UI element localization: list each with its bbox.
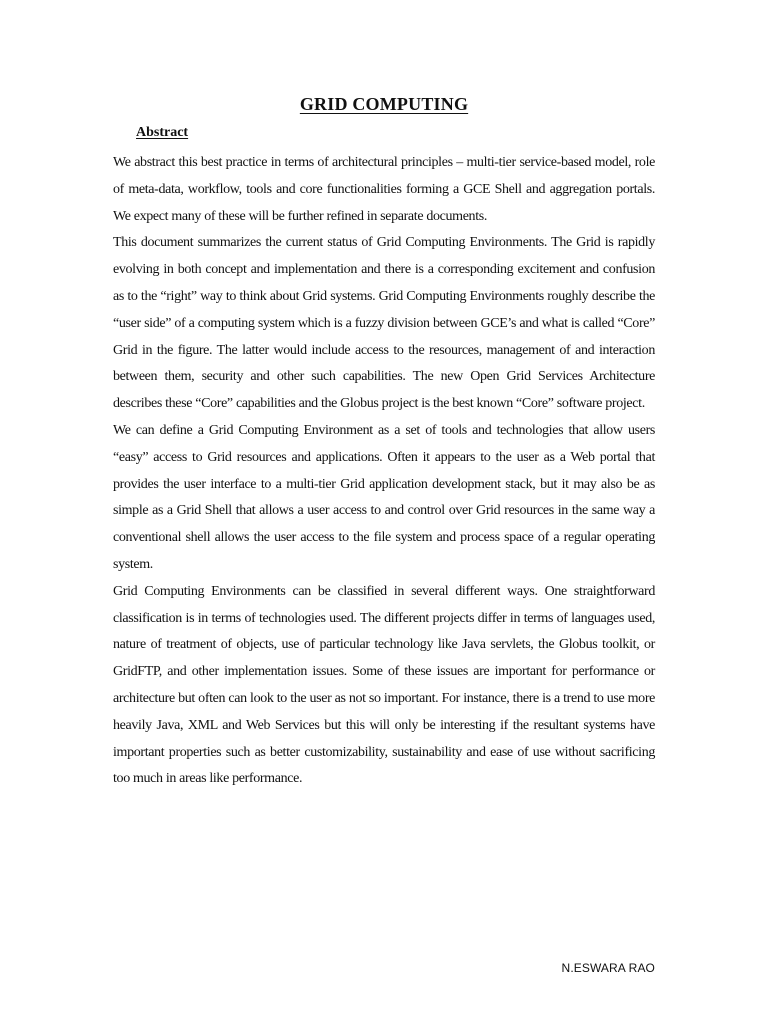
page-title-text: GRID COMPUTING <box>299 94 469 114</box>
paragraph: Grid Computing Environments can be classified in several different ways. One straightforward classification is in terms of technologies used. The different projects differ in terms of languages used, nature of treatment of objects, use of particular technology like Java servlets, the Globus toolkit, or GridFTP, and other implementation issues. Some of these issues are important for performance or architecture but often can look to the user as not so important. For instance, there is a trend to use more heavily Java, XML and Web Services but this will only be interesting if the resultant systems have important properties such as better customizability, sustainability and ease of use without sacrificing too much in areas like performance. <box>113 583 655 787</box>
author-name: N.ESWARA RAO <box>561 961 655 975</box>
page-title <box>0 94 768 115</box>
document-body <box>113 150 655 793</box>
paragraph: This document summarizes the current status of Grid Computing Environments. The Grid is rapidly evolving in both concept and implementation and there is a corresponding excitement and confusion as to the “right” way to think about Grid systems. Grid Computing Environments roughly describe the “user side” of a computing system which is a fuzzy division between GCE’s and what is called “Core” Grid in the figure. The latter would include access to the resources, management of and interaction between them, security and other such capabilities. The new Open Grid Services Architecture describes these “Core” capabilities and the Globus project is the best known “Core” software project. <box>113 235 655 412</box>
abstract-heading: Abstract <box>136 125 189 140</box>
paragraph: We can define a Grid Computing Environment as a set of tools and technologies that allow users “easy” access to Grid resources and applications. Often it appears to the user as a Web portal that provides the user interface to a multi-tier Grid application development stack, but it may also be as simple as a Grid Shell that allows a user access to and control over Grid resources in the same way a conventional shell allows the user access to the file system and process space of a regular operating system. <box>113 422 655 572</box>
paragraph: We abstract this best practice in terms of architectural principles – multi-tier service-based model, role of meta-data, workflow, tools and core functionalities forming a GCE Shell and aggregation portals. We expect many of these will be further refined in separate documents. <box>113 155 655 224</box>
